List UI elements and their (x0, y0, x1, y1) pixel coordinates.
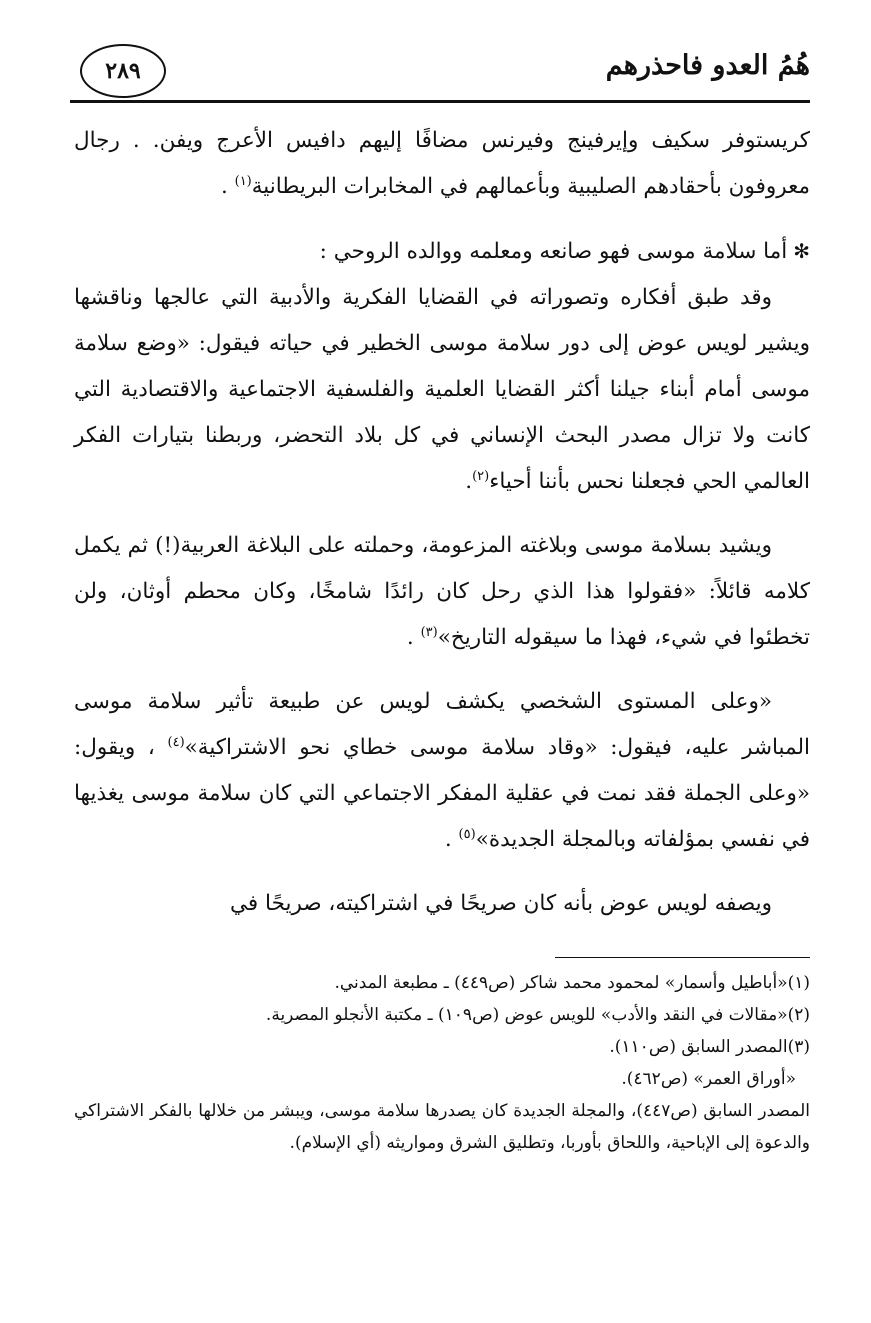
footnote-item: المصدر السابق (ص٤٤٧)، والمجلة الجديدة كان يصدرها سلامة موسى، ويبشر من خلالها بالفكر الاشتراكي والدعوة إلى الإباحية، واللحاق بأوربا، وتطليق الشرق ومواريثه (أي الإسلام). (74, 1101, 810, 1153)
running-title: هُمُ العدو فاحذرهم (605, 50, 810, 81)
heading-text: أما سلامة موسى فهو صانعه ومعلمه ووالده الروحي : (319, 239, 788, 264)
paragraph (74, 275, 810, 505)
punctuation: . (444, 827, 459, 852)
paragraph-text: ، ويقول: «وعلى الجملة فقد نمت في عقلية المفكر الاجتماعي التي كان سلامة موسى يغذيها في نفسي بمؤلفاته وبالمجلة الجديدة» (74, 735, 810, 852)
paragraph-continuation (74, 118, 810, 210)
punctuation: . (465, 469, 473, 494)
header-rule (70, 100, 810, 103)
paragraph-text: ويصفه لويس عوض بأنه كان صريحًا في اشتراكيته، صريحًا في (230, 891, 772, 916)
footnote-item: (٣)المصدر السابق (ص١١٠). (609, 1037, 810, 1057)
paragraph (74, 679, 810, 863)
punctuation: . (406, 625, 421, 650)
footnote-item: (١)«أباطيل وأسمار» لمحمود محمد شاكر (ص٤٤٩) ـ مطبعة المدني. (334, 973, 810, 993)
paragraph-text: ويشيد بسلامة موسى وبلاغته المزعومة، وحملته على البلاغة العربية(!) ثم يكمل كلامه قائلاً: «فقولوا هذا الذي رحل كان رائدًا شامخًا، وكان محطم أوثان، ولن تخطئوا في شيء، فهذا ما سيقوله التاريخ» (74, 533, 810, 650)
footnotes (74, 967, 810, 1159)
paragraph-line: كريستوفر سكيف وإيرفينج وفيرنس مضافًا إليهم دافيس الأعرج ويفن. . (132, 128, 811, 153)
footnote-ref-2: (٢) (472, 468, 490, 484)
page-number-oval (80, 44, 166, 98)
asterisk-bullet-icon: ✻ (793, 239, 810, 263)
footnote-item: (٢)«مقالات في النقد والأدب» للويس عوض (ص١٠٩) ـ مكتبة الأنجلو المصرية. (265, 1005, 810, 1025)
page-header (70, 42, 810, 106)
section-heading (74, 228, 810, 275)
punctuation: . (220, 174, 235, 199)
footnote-item: «أوراق العمر» (ص٤٦٢). (621, 1069, 796, 1089)
footnote-ref-1: (١) (234, 173, 252, 189)
footnote-ref-3: (٣) (420, 624, 438, 640)
paragraph (74, 523, 810, 661)
footnote-rule (555, 957, 810, 958)
page-number: ٢٨٩ (105, 58, 141, 84)
footnote-ref-5: (٥) (458, 826, 476, 842)
paragraph-line: رجال معروفون بأحقادهم الصليبية وبأعمالهم في المخابرات البريطانية (74, 128, 810, 199)
paragraph (74, 881, 810, 927)
paragraph-text: «وعلى المستوى الشخصي يكشف لويس عن طبيعة تأثير سلامة موسى المباشر عليه، فيقول: «وقاد سلامة موسى خطاي نحو الاشتراكية» (74, 689, 810, 760)
paragraph-text: وقد طبق أفكاره وتصوراته في القضايا الفكرية والأدبية التي عالجها وناقشها ويشير لويس عوض إلى دور سلامة موسى الخطير في حياته فيقول: «وضع سلامة موسى أمام أبناء جيلنا أكثر القضايا العلمية والفلسفية الاجتماعية والاقتصادية التي كانت ولا تزال مصدر البحث الإنساني في كل بلاد التحضر، وربطنا بتيارات الفكر العالمي الحي فجعلنا نحس بأننا أحياء (74, 285, 810, 494)
main-text (74, 118, 810, 927)
footnote-ref-4: (٤) (167, 734, 185, 750)
